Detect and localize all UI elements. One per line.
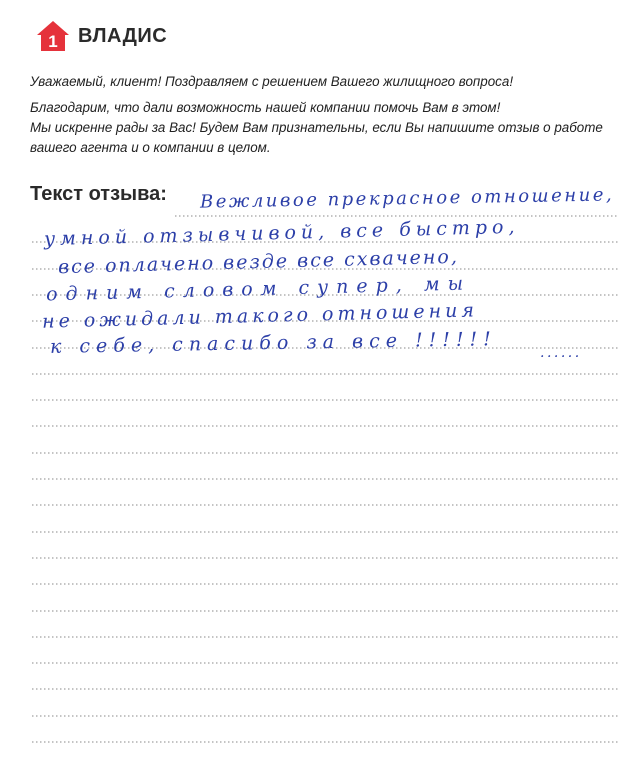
handwritten-line: не ожидали такого отношения xyxy=(41,299,479,333)
intro-body-line: вашего агента и о компании в целом. xyxy=(30,140,271,155)
handwritten-line: к себе, спасибо за все !!!!!! xyxy=(49,328,498,358)
handwritten-line: умной отзывчивой, все быстро, xyxy=(43,215,520,251)
logo-digit: 1 xyxy=(48,32,58,51)
handwritten-line: все оплачено везде все схвачено, xyxy=(57,245,460,279)
intro-body-line: Мы искренне рады за Вас! Будем Вам признательны, если Вы напишите отзыв о работе xyxy=(30,120,603,135)
review-label: Текст отзыва: xyxy=(30,183,167,205)
intro-greeting: Уважаемый, клиент! Поздравляем с решением Вашего жилищного вопроса! xyxy=(30,74,514,89)
intro-body-line: Благодарим, что дали возможность нашей компании помочь Вам в этом! xyxy=(30,100,501,115)
handwritten-line: Вежливое прекрасное отношение, xyxy=(199,184,615,213)
handwritten-dots: ...... xyxy=(540,345,582,361)
brand-name: ВЛАДИС xyxy=(78,24,168,47)
handwritten-line: одним словом супер, мы xyxy=(45,272,472,306)
